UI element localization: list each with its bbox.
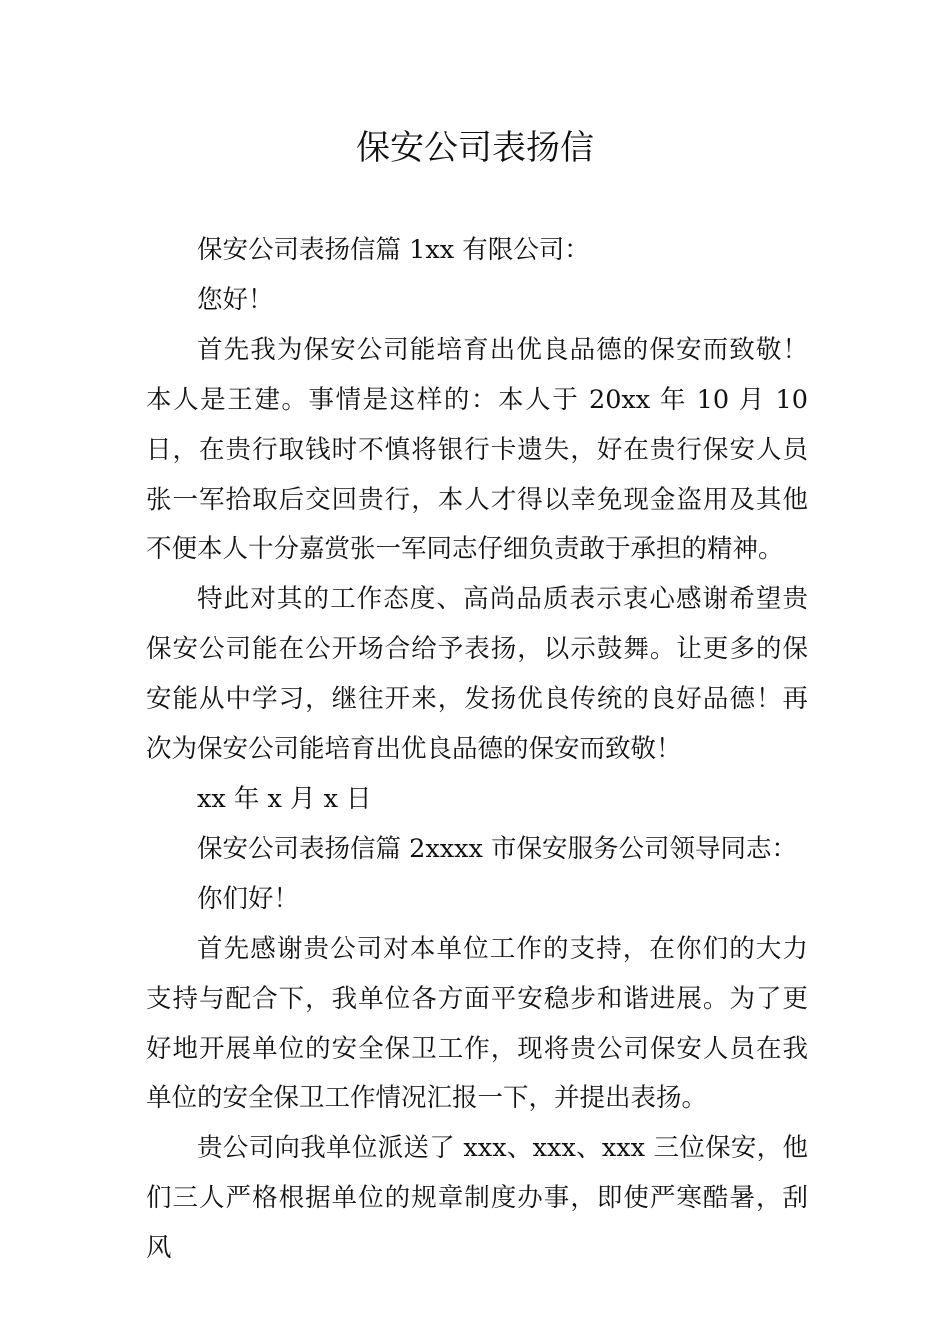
document-body bbox=[146, 226, 808, 1274]
paragraph-greeting-1: 您好！ bbox=[197, 284, 274, 315]
paragraph-greeting-2: 你们好！ bbox=[197, 883, 300, 914]
paragraph-thanks: 特此对其的工作态度、高尚品质表示衷心感谢希望贵保安公司能在公开场合给予表扬，以示鼓舞。让更多的保安能从中学习，继往开来，发扬优良传统的良好品德！再次为保安公司能培育出优良品德的保安而致敬！ bbox=[146, 584, 808, 765]
paragraph-salutation-2: 保安公司表扬信篇 2xxxx 市保安服务公司领导同志： bbox=[197, 833, 797, 864]
paragraph-salutation-1: 保安公司表扬信篇 1xx 有限公司： bbox=[197, 235, 590, 265]
paragraph-support: 首先感谢贵公司对本单位工作的支持，在你们的大力支持与配合下，我单位各方面平安稳步和谐进展。为了更好地开展单位的安全保卫工作，现将贵公司保安人员在我单位的安全保卫工作情况汇报一下，并提出表扬。 bbox=[146, 933, 808, 1114]
paragraph-incident: 首先我为保安公司能培育出优良品德的保安而致敬！本人是王建。事情是这样的：本人于 20xx 年 10 月 10 日，在贵行取钱时不慎将银行卡遗失，好在贵行保安人员张一军拾取后交回贵行，本人才得以幸免现金盗用及其他不便本人十分嘉赏张一军同志仔细负责敢于承担的精神。 bbox=[146, 334, 808, 565]
paragraph-date: xx 年 x 月 x 日 bbox=[197, 783, 372, 814]
document-title: 保安公司表扬信 bbox=[356, 128, 594, 168]
paragraph-guards: 贵公司向我单位派送了 xxx、xxx、xxx 三位保安，他们三人严格根据单位的规章制度办事，即使严寒酷暑，刮风 bbox=[146, 1133, 808, 1264]
